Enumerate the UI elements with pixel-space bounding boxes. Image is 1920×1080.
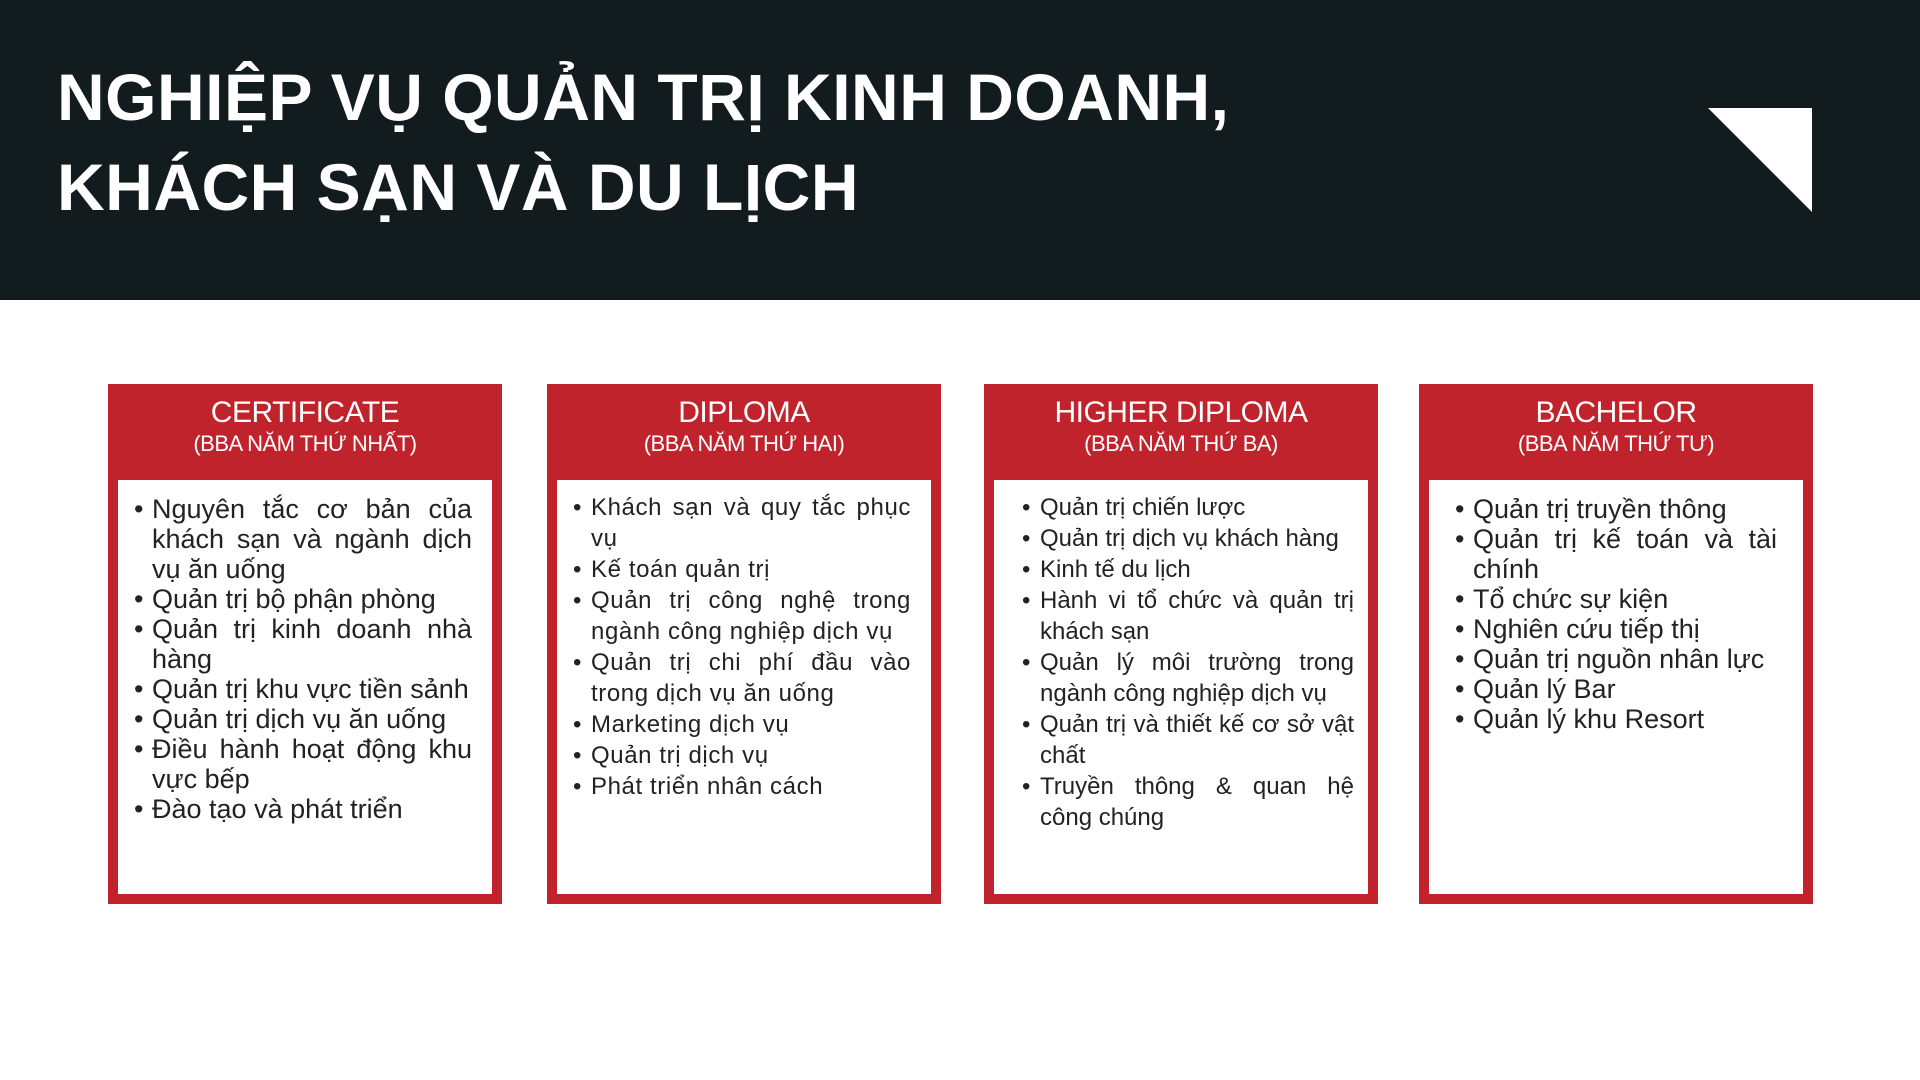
course-list xyxy=(557,480,931,802)
list-item: • Tổ chức sự kiện xyxy=(1455,584,1777,614)
list-item: • Quản trị nguồn nhân lực xyxy=(1455,644,1777,674)
header-banner xyxy=(0,0,1920,300)
list-item: • Nguyên tắc cơ bản của khách sạn và ngành dịch vụ ăn uống xyxy=(134,494,472,584)
page-title-line-1: NGHIỆP VỤ QUẢN TRỊ KINH DOANH, xyxy=(57,60,1230,134)
card-title: BACHELOR xyxy=(1535,396,1697,429)
card-title: CERTIFICATE xyxy=(210,396,400,429)
card-subtitle: (BBA NĂM THỨ NHẤT) xyxy=(193,431,417,456)
list-item: • Truyền thông & quan hệ công chúng xyxy=(1022,771,1354,833)
card-title: DIPLOMA xyxy=(678,396,810,429)
card-certificate xyxy=(108,384,502,904)
card-body xyxy=(557,480,931,894)
list-item: • Quản trị khu vực tiền sảnh xyxy=(134,674,472,704)
card-subtitle: (BBA NĂM THỨ HAI) xyxy=(643,431,845,456)
card-diploma xyxy=(547,384,941,904)
card-header xyxy=(108,384,502,480)
card-header xyxy=(984,384,1378,480)
card-subtitle: (BBA NĂM THỨ BA) xyxy=(1084,431,1278,456)
list-item: • Quản lý môi trường trong ngành công nghiệp dịch vụ xyxy=(1022,647,1354,709)
course-list xyxy=(1429,480,1803,734)
card-bachelor xyxy=(1419,384,1813,904)
list-item: • Nghiên cứu tiếp thị xyxy=(1455,614,1777,644)
page-title-line-2: KHÁCH SẠN VÀ DU LỊCH xyxy=(57,150,859,224)
card-body xyxy=(118,480,492,894)
list-item: • Điều hành hoạt động khu vực bếp xyxy=(134,734,472,794)
card-body xyxy=(1429,480,1803,894)
list-item: • Đào tạo và phát triển xyxy=(134,794,472,824)
card-header xyxy=(547,384,941,480)
list-item: • Quản trị dịch vụ khách hàng xyxy=(1022,523,1354,554)
list-item: • Phát triển nhân cách xyxy=(573,771,911,802)
list-item: • Quản trị và thiết kế cơ sở vật chất xyxy=(1022,709,1354,771)
list-item: • Quản lý khu Resort xyxy=(1455,704,1777,734)
list-item: • Quản trị công nghệ trong ngành công nghiệp dịch vụ xyxy=(573,585,911,647)
list-item: • Hành vi tổ chức và quản trị khách sạn xyxy=(1022,585,1354,647)
page-title xyxy=(57,52,1230,232)
list-item: • Kế toán quản trị xyxy=(573,554,911,585)
triangle-corner-icon xyxy=(1708,108,1812,212)
list-item: • Quản trị dịch vụ xyxy=(573,740,911,771)
card-title: HIGHER DIPLOMA xyxy=(1054,396,1308,429)
list-item: • Kinh tế du lịch xyxy=(1022,554,1354,585)
list-item: • Quản trị dịch vụ ăn uống xyxy=(134,704,472,734)
list-item: • Marketing dịch vụ xyxy=(573,709,911,740)
list-item: • Quản trị truyền thông xyxy=(1455,494,1777,524)
list-item: • Quản trị chiến lược xyxy=(1022,492,1354,523)
card-higher-diploma xyxy=(984,384,1378,904)
list-item: • Quản lý Bar xyxy=(1455,674,1777,704)
list-item: • Khách sạn và quy tắc phục vụ xyxy=(573,492,911,554)
list-item: • Quản trị kinh doanh nhà hàng xyxy=(134,614,472,674)
list-item: • Quản trị bộ phận phòng xyxy=(134,584,472,614)
card-subtitle: (BBA NĂM THỨ TƯ) xyxy=(1517,431,1715,456)
list-item: • Quản trị kế toán và tài chính xyxy=(1455,524,1777,584)
card-header xyxy=(1419,384,1813,480)
course-list xyxy=(118,480,492,824)
course-list xyxy=(994,480,1368,833)
list-item: • Quản trị chi phí đầu vào trong dịch vụ ăn uống xyxy=(573,647,911,709)
card-body xyxy=(994,480,1368,894)
